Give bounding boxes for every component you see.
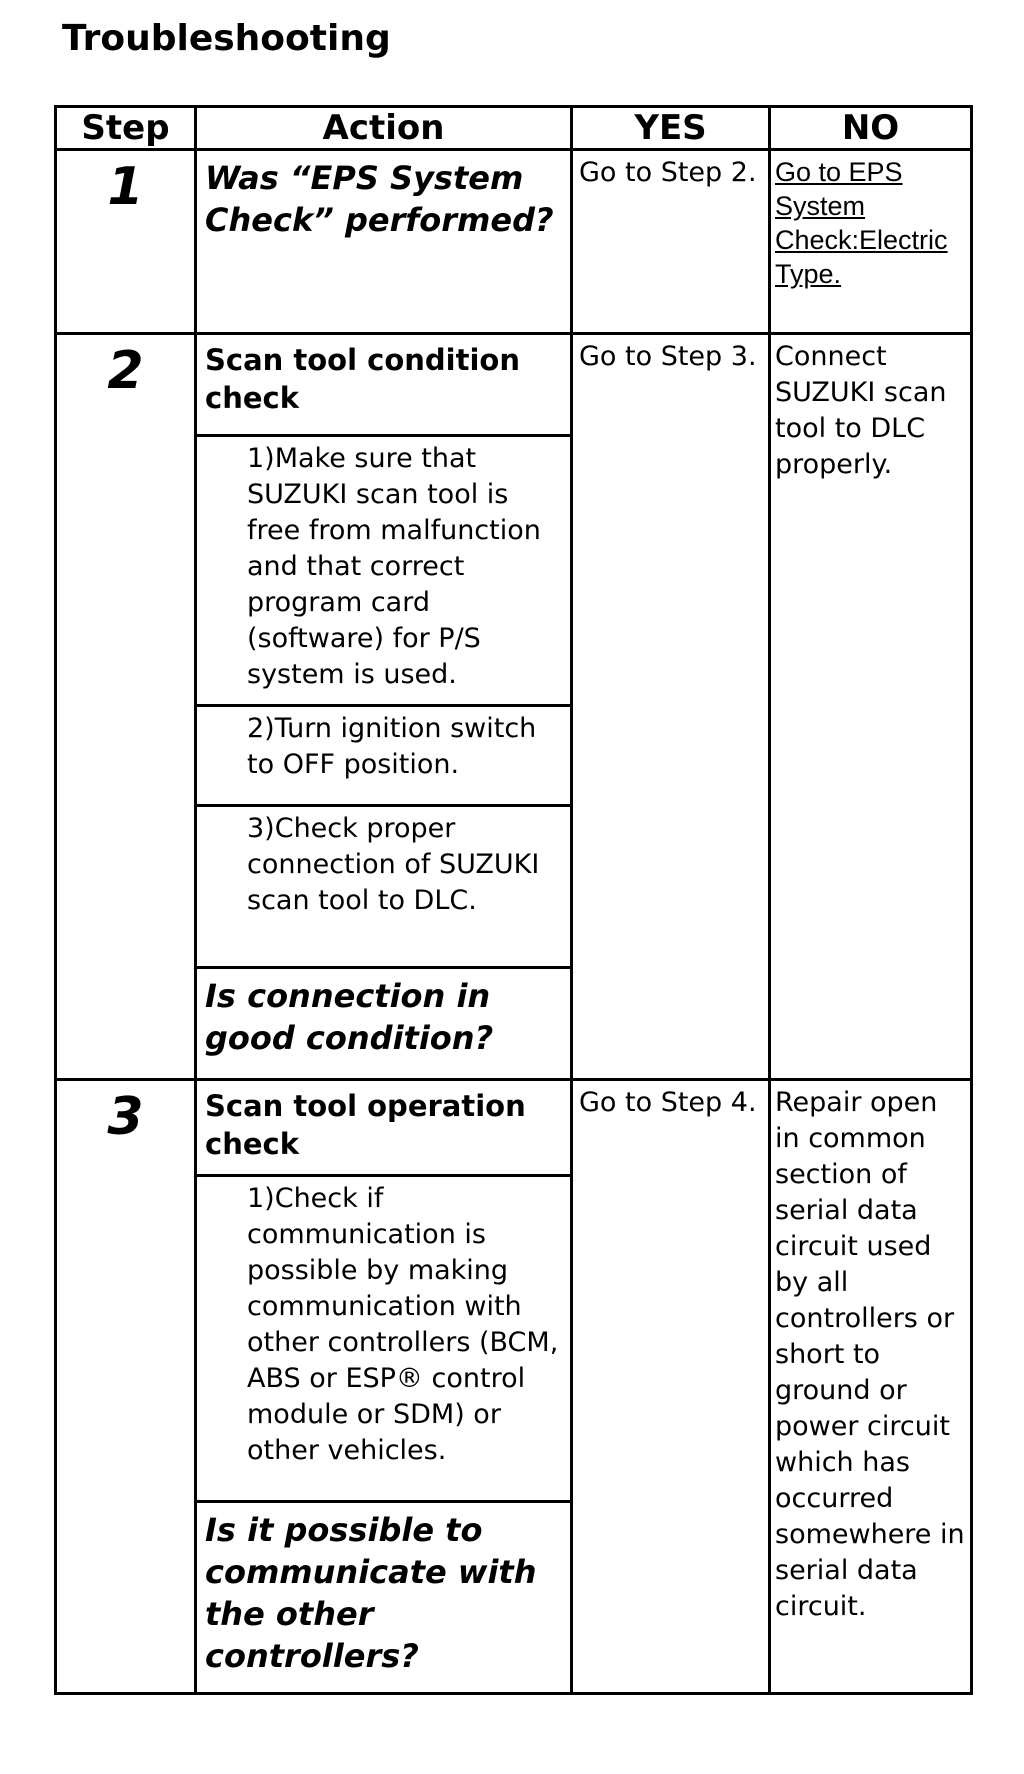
substep-text: 1)Check if communication is possible by making communication with other controllers (BCM, ABS or ESP® control module or SDM) or other vehicles. xyxy=(247,1183,559,1466)
step-heading: Scan tool condition check xyxy=(205,343,520,415)
troubleshooting-table xyxy=(54,105,973,1695)
step-number: 3 xyxy=(107,1087,144,1147)
step-question: Is it possible to communicate with the other controllers? xyxy=(205,1511,537,1675)
step-3-row-heading xyxy=(56,1080,972,1176)
step-3-number-cell xyxy=(56,1080,196,1694)
step-3-substep-cell xyxy=(196,1176,572,1502)
step-heading: Scan tool operation check xyxy=(205,1089,526,1161)
step-1-yes-cell xyxy=(572,150,770,334)
step-3-yes-cell xyxy=(572,1080,770,1694)
header-yes: YES xyxy=(572,107,770,150)
step-1-no-cell xyxy=(770,150,972,334)
step-2-number-cell xyxy=(56,334,196,1080)
step-1-number-cell xyxy=(56,150,196,334)
step-2-yes-cell xyxy=(572,334,770,1080)
step-number: 2 xyxy=(107,341,144,401)
yes-result: Go to Step 3. xyxy=(579,341,757,372)
page-title: Troubleshooting xyxy=(62,18,391,59)
step-2-no-cell xyxy=(770,334,972,1080)
substep-text: 1)Make sure that SUZUKI scan tool is free from malfunction and that correct program card (software) for P/S system is used. xyxy=(247,443,541,690)
substep-text: 3)Check proper connection of SUZUKI scan tool to DLC. xyxy=(247,813,540,916)
step-3-question-cell xyxy=(196,1502,572,1694)
no-result: Connect SUZUKI scan tool to DLC properly. xyxy=(775,341,947,480)
step-2-row-heading xyxy=(56,334,972,436)
step-2-substep-cell xyxy=(196,436,572,706)
eps-system-check-link[interactable]: Go to EPS System Check:Electric Type. xyxy=(775,157,948,289)
header-no: NO xyxy=(770,107,972,150)
step-number: 1 xyxy=(107,157,144,217)
step-2-heading-cell xyxy=(196,334,572,436)
yes-result: Go to Step 4. xyxy=(579,1087,757,1118)
substep-text: 2)Turn ignition switch to OFF position. xyxy=(247,713,537,780)
step-question: Was “EPS System Check” performed? xyxy=(205,159,554,239)
header-action: Action xyxy=(196,107,572,150)
yes-result: Go to Step 2. xyxy=(579,157,757,188)
step-question: Is connection in good condition? xyxy=(205,977,494,1057)
no-result: Repair open in common section of serial data circuit used by all controllers or short to ground or power circuit which has occurred somewhere in serial data circuit. xyxy=(775,1087,965,1622)
step-2-substep-cell xyxy=(196,706,572,806)
step-1-row xyxy=(56,150,972,334)
step-2-question-cell xyxy=(196,968,572,1080)
header-step: Step xyxy=(56,107,196,150)
step-3-heading-cell xyxy=(196,1080,572,1176)
step-3-no-cell xyxy=(770,1080,972,1694)
step-1-action-cell xyxy=(196,150,572,334)
table-header-row xyxy=(56,107,972,150)
step-2-substep-cell xyxy=(196,806,572,968)
